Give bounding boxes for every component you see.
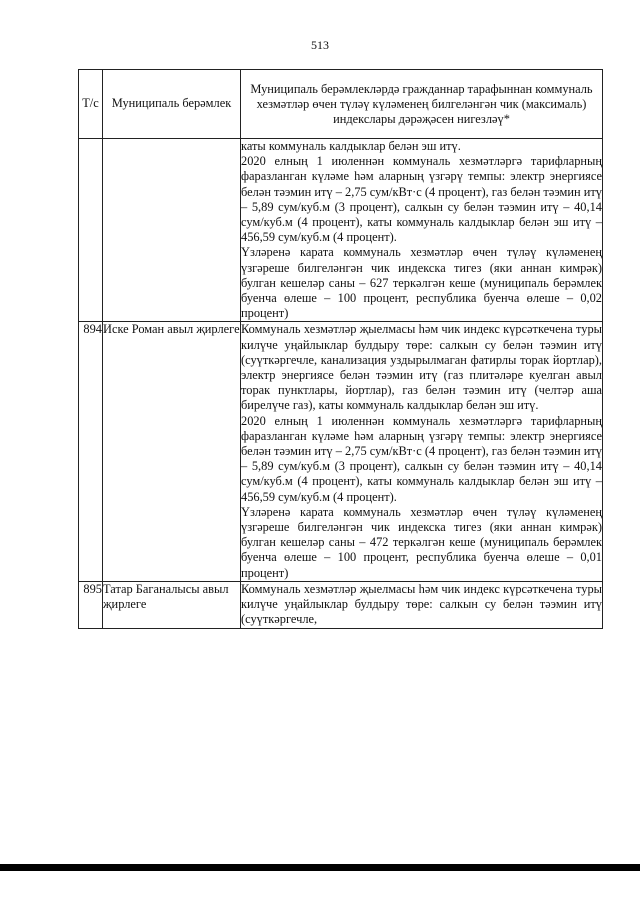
page-number: 513 [311, 38, 329, 52]
description-paragraph: Үзләренә карата коммуналь хезмәтләр өчен түләү күләменең үзгәреше билгеләнгән чик индекска тигез (яки аннан кимрәк) булган кешеләр саны – 472 теркәлгән кеше (муниципаль берәмлек буенча өлеше – 100 процент, республика буенча өлеше – 0,01 процент) [241, 504, 602, 580]
table-row [79, 139, 603, 322]
description-paragraph: 2020 елның 1 июленнән коммуналь хезмәтләргә тарифларның фаразланган күләме һәм аларның үзгәрү темпы: электр энергиясе белән тәэмин итү – 2,75 сум/кВт·с (4 процент), газ белән тәэмин итү – 5,89 сум/куб.м (3 процент), салкын су белән тәэмин итү – 40,14 сум/куб.м (4 процент), каты коммуналь калдыклар белән эш итү – 456,59 сум/куб.м (4 процент). [241, 413, 602, 504]
table-row [79, 581, 603, 628]
row-municipality [103, 139, 241, 322]
row-description [241, 322, 603, 581]
table-header-row [79, 70, 603, 139]
scan-edge-bar [0, 864, 640, 871]
municipal-index-table [78, 69, 603, 629]
description-paragraph: 2020 елның 1 июленнән коммуналь хезмәтләргә тарифларның фаразланган күләме һәм аларның үзгәрү темпы: электр энергиясе белән тәэмин итү – 2,75 сум/кВт·с (4 процент), газ белән тәэмин итү – 5,89 сум/куб.м (3 процент), салкын су белән тәэмин итү – 40,14 сум/куб.м (4 процент), каты коммуналь калдыклар белән эш итү – 456,59 сум/куб.м (4 процент). [241, 154, 602, 245]
description-paragraph: Үзләренә карата коммуналь хезмәтләр өчен түләү күләменең үзгәреше билгеләнгән чик индекска тигез (яки аннан кимрәк) булган кешеләр саны – 627 теркәлгән кеше (муниципаль берәмлек буенча өлеше – 100 процент, республика буенча өлеше – 0,02 процент) [241, 245, 602, 321]
row-number: 895 [79, 581, 103, 628]
description-paragraph: Коммуналь хезмәтләр җыелмасы һәм чик индекс күрсәткечена туры килүче уңайлыклар булдыру төре: салкын су белән тәэмин итү (суүткәргечле, канализация уздырылмаган фатирлы торак йортлар), электр энергиясе белән тәэмин итү (газ плитәләре куелган авыл торак пунктлары, йортлар), газ белән тәэмин итү (челтәр аша бирелүче газ), каты коммуналь калдыклар белән эш итү. [241, 322, 602, 413]
row-number [79, 139, 103, 322]
row-municipality: Татар Баганалысы авыл җирлеге [103, 581, 241, 628]
row-municipality: Иске Роман авыл җирлеге [103, 322, 241, 581]
table-row [79, 322, 603, 581]
description-paragraph: каты коммуналь калдыклар белән эш итү. [241, 139, 461, 153]
header-num: Т/с [79, 70, 103, 139]
row-number: 894 [79, 322, 103, 581]
row-description [241, 139, 603, 322]
header-description: Муниципаль берәмлекләрдә гражданнар тарафыннан коммуналь хезмәтләр өчен түләү күләменең билгеләнгән чик (максималь) индекслары дәрәҗәсен нигезләү* [241, 70, 603, 139]
header-municipality: Муниципаль берәмлек [103, 70, 241, 139]
row-description [241, 581, 603, 628]
description-paragraph: Коммуналь хезмәтләр җыелмасы һәм чик индекс күрсәткечена туры килүче уңайлыклар булдыру төре: салкын су белән тәэмин итү (суүткәргечле, [241, 581, 602, 627]
